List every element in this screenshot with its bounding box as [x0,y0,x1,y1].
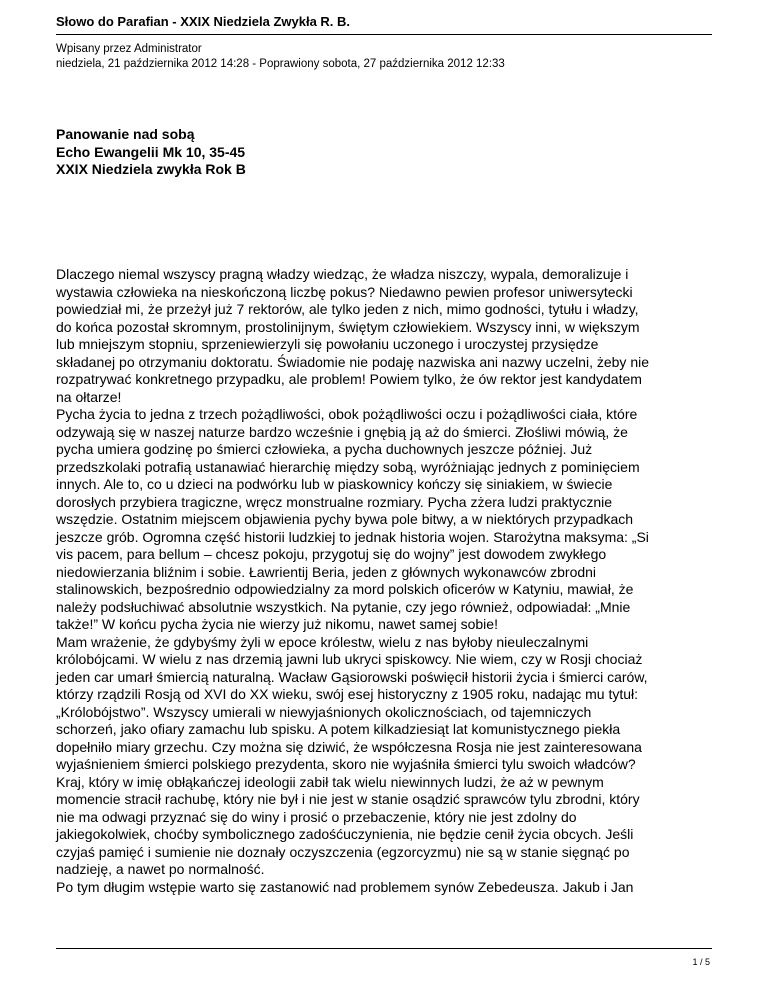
body-text-line: odzywają się w naszej naturze bardzo wcześnie i gnębią ją aż do śmierci. Złośliwi mówią, że [56,423,628,440]
article-title: Panowanie nad sobą [56,126,195,142]
body-text-line: jeden car umarł śmiercią naturalną. Wacław Gąsiorowski poświęcił historii życia i śmierci carów, [56,668,648,685]
body-text-line: rozpatrywać konkretnego przypadku, ale problem! Powiem tylko, że ów rektor jest kandydatem [56,371,642,387]
body-text-line: Kraj, który w imię obłąkańczej ideologii zabił tak wielu niewinnych ludzi, że aż w pewnym [56,773,604,790]
header-divider [56,34,712,35]
date-line: niedziela, 21 października 2012 14:28 - Poprawiony sobota, 27 października 2012 12:33 [56,58,505,70]
body-text-line: pycha umiera godzinę po śmierci człowieka, a pycha duchownych jeszcze później. Już [56,441,593,457]
article-meta [56,42,505,72]
body-text-line: „Królobójstwo”. Wszyscy umierali w niewyjaśnionych okolicznościach, od tajemniczych [56,703,592,720]
body-text-line: czyjaś pamięć i sumienie nie doznały oczyszczenia (egzorcyzmu) nie są w stanie sięgnąć po [56,843,630,860]
body-text-line: dopełniło miary grzechu. Czy można się dziwić, że współczesna Rosja nie jest zainteresowana [56,738,642,755]
body-text-line: wszędzie. Ostatnim miejscem objawienia pychy bywa pole bitwy, a w niektórych przypadkach [56,511,634,527]
body-text-line: dorosłych przybiera tragiczne, wręcz monstrualne rozmiary. Pycha zżera ludzi praktycznie [56,493,613,510]
body-text-line: Mam wrażenie, że gdybyśmy żyli w epoce królestw, wielu z nas byłoby nieuleczalnymi [56,633,589,650]
body-text-line: przedszkolaki potrafią ustanawiać hierarchię między sobą, wyróżniając jednych z pominięciem [56,458,640,475]
body-text-line: nadzieję, a nawet po normalność. [56,861,265,877]
article-body [56,266,716,896]
body-text-line: należy podsłuchiwać absolutnie wszystkich. Na pytanie, czy jego również, odpowiadał: „Mnie [56,598,631,615]
body-text-line: powiedział mi, że przeżył już 7 rektorów, ale tylko jeden z nich, mimo godności, tytułu i władzy, [56,301,639,317]
body-text-line: na ołtarze! [56,388,122,405]
document-header-title: Słowo do Parafian - XXIX Niedziela Zwykła R. B. [56,14,351,29]
body-text-line: Po tym długim wstępie warto się zastanowić nad problemem synów Zebedeusza. Jakub i Jan [56,878,634,895]
author-line: Wpisany przez Administrator [56,43,202,55]
body-text-line: także!” W końcu pycha życia nie wierzy już nikomu, nawet samej sobie! [56,616,498,632]
body-text-line: królobójcami. W wielu z nas drzemią jawni lub ukryci spiskowcy. Nie wiem, czy w Rosji chociaż [56,651,643,667]
gospel-reference: Echo Ewangelii Mk 10, 35-45 [56,143,246,160]
liturgical-sunday: XXIX Niedziela zwykła Rok B [56,161,246,177]
body-text-line: którzy rządzili Rosją od XVI do XX wieku, swój esej historyczny z 1905 roku, nadając mu tytuł: [56,686,639,702]
body-text-line: jakiegokolwiek, choćby symbolicznego zadośćuczynienia, nie będzie cenił życia obcych. Jeśli [56,826,634,842]
body-text-line: nie ma odwagi przyznać się do winy i prosić o przebaczenie, który nie jest zdolny do [56,808,577,825]
page-number: 1 / 5 [692,957,710,967]
article-titles [56,126,246,179]
body-text-line: lub mniejszym stopniu, sprzeniewierzyli się powołaniu uczonego i uroczystej przysiędze [56,336,599,352]
body-text-line: innych. Ale to, co u dzieci na podwórku lub w piaskownicy kończy się siniakiem, w świecie [56,476,613,492]
body-text-line: jeszcze grób. Ogromna część historii ludzkiej to jednak historia wojen. Starożytna maksyma: „Si [56,528,649,545]
body-text-line: schorzeń, jako ofiary zamachu lub spisku. A potem kilkadziesiąt lat komunistycznego piekła [56,721,621,737]
body-text-line: składanej po otrzymaniu doktoratu. Świadomie nie podaję nazwiska ani nazwy uczelni, żeby nie [56,353,649,370]
body-text-line: wystawia człowieka na nieskończoną liczbę pokus? Niedawno pewien profesor uniwersytecki [56,283,633,300]
body-text-line: vis pacem, para bellum – chcesz pokoju, przygotuj się do wojny” jest dowodem zwykłego [56,546,607,562]
body-text-line: do końca pozostał skromnym, prostolinijnym, świętym człowiekiem. Wszyscy inni, w większym [56,318,640,335]
body-text-line: wyjaśnieniem śmierci polskiego prezydenta, skoro nie wyjaśniła śmierci tylu swoich władców? [56,756,636,772]
body-text-line: Dlaczego niemal wszyscy pragną władzy wiedząc, że władza niszczy, wypala, demoralizuje i [56,266,629,282]
body-text-line: niedowierzania bliźnim i sobie. Ławrientij Beria, jeden z głównych wykonawców zbrodni [56,563,597,580]
body-text-line: momencie stracił rachubę, który nie był i nie jest w stanie osądzić sprawców tylu zbrodni, który [56,791,640,807]
body-text-line: Pycha życia to jedna z trzech pożądliwości, obok pożądliwości oczu i pożądliwości ciała, które [56,406,638,422]
body-text-line: stalinowskich, bezpośrednio odpowiedzialny za mord polskich oficerów w Katyniu, mawiał, że [56,581,634,597]
footer-divider [56,948,712,949]
